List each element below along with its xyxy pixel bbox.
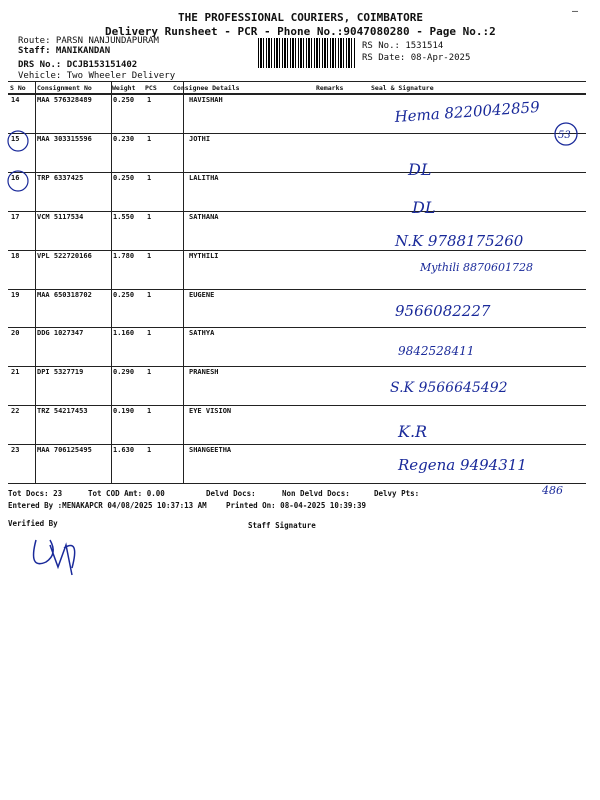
signature-row-22: K.R (398, 422, 428, 441)
row-consignee: PRANESH (189, 368, 219, 377)
col-weight: Weight (112, 84, 136, 92)
signature-row-21: S.K 9566645492 (390, 380, 508, 396)
signature-row-14: Hema 8220042859 (394, 97, 541, 126)
row-consignment-no: MAA 650318702 (37, 290, 92, 299)
row-consignment-no: MAA 706125495 (37, 446, 92, 455)
circled-number: 53 (558, 130, 571, 141)
row-pcs: 1 (147, 212, 152, 221)
drs-number: DRS No.: DCJB153151402 (18, 60, 138, 70)
row-pcs: 1 (147, 329, 152, 338)
vehicle-label: Vehicle: Two Wheeler Delivery (18, 71, 176, 81)
row-weight: 0.250 (113, 173, 135, 182)
staff-label: Staff: MANIKANDAN (18, 46, 111, 56)
row-consignment-no: DPI 5327719 (37, 368, 84, 377)
row-weight: 1.550 (113, 212, 135, 221)
entered-by: Entered By :MENAKAPCR 04/08/2025 10:37:13 AM (8, 501, 207, 510)
row-sno: 14 (11, 96, 20, 104)
row-sno: 17 (11, 212, 20, 221)
col-consignment: Consignment No (37, 84, 92, 92)
row-consignment-no: VPL 522720166 (37, 251, 92, 260)
circle-mark-15 (8, 131, 28, 151)
row-weight: 1.780 (113, 251, 135, 260)
col-seal-signature: Seal & Signature (371, 84, 434, 92)
row-pcs: 1 (147, 251, 152, 260)
row-weight: 0.250 (113, 96, 135, 104)
row-weight: 0.250 (113, 290, 135, 299)
row-weight: 1.160 (113, 329, 135, 338)
row-sno: 20 (11, 329, 20, 338)
total-cod: Tot COD Amt: 0.00 (88, 489, 165, 498)
col-consignee: Consignee Details (173, 84, 240, 92)
row-consignee: SATHANA (189, 212, 219, 221)
row-sno: 16 (11, 173, 20, 182)
row-consignee: EUGENE (189, 290, 215, 299)
signature-row-15: DL (408, 160, 432, 179)
row-pcs: 1 (147, 407, 152, 416)
row-consignee: EYE VISION (189, 407, 232, 416)
row-consignment-no: MAA 576328489 (37, 96, 92, 104)
row-consignee: SATHYA (189, 329, 215, 338)
row-pcs: 1 (147, 290, 152, 299)
col-remarks: Remarks (316, 84, 344, 92)
row-pcs: 1 (147, 96, 152, 104)
verified-signature (34, 540, 75, 575)
signature-row-17: N.K 9788175260 (395, 232, 524, 250)
signature-row-23: Regena 9494311 (398, 456, 527, 474)
row-sno: 21 (11, 368, 20, 377)
row-consignment-no: TRP 6337425 (37, 173, 84, 182)
signature-row-20: 9842528411 (398, 344, 475, 358)
row-sno: 18 (11, 251, 20, 260)
row-consignment-no: MAA 303315596 (37, 134, 92, 143)
row-consignment-no: DDG 1027347 (37, 329, 84, 338)
verified-by-label: Verified By (8, 519, 58, 528)
row-consignee: HAVISHAH (189, 96, 223, 104)
row-pcs: 1 (147, 134, 152, 143)
printed-on: Printed On: 08-04-2025 10:39:39 (226, 501, 366, 510)
row-weight: 1.630 (113, 446, 135, 455)
delivery-points: Delvy Pts: (374, 489, 420, 498)
row-consignee: MYTHILI (189, 251, 219, 260)
row-weight: 0.190 (113, 407, 135, 416)
non-delivered-docs: Non Delvd Docs: (282, 489, 350, 498)
row-consignment-no: VCM 5117534 (37, 212, 84, 221)
staff-signature-label: Staff Signature (248, 521, 316, 530)
col-pcs: PCS (145, 84, 157, 92)
signature-row-23b: 486 (542, 484, 563, 497)
row-sno: 22 (11, 407, 20, 416)
row-pcs: 1 (147, 173, 152, 182)
row-sno: 19 (11, 290, 20, 299)
col-sno: S No (10, 84, 26, 92)
row-consignee: JOTHI (189, 134, 211, 143)
row-consignee: LALITHA (189, 173, 219, 182)
row-sno: 23 (11, 446, 20, 455)
row-weight: 0.290 (113, 368, 135, 377)
delivered-docs: Delvd Docs: (206, 489, 256, 498)
signature-row-19: 9566082227 (395, 302, 491, 320)
row-pcs: 1 (147, 446, 152, 455)
total-docs: Tot Docs: 23 (8, 489, 63, 498)
corner-mark: – (572, 6, 579, 17)
row-pcs: 1 (147, 368, 152, 377)
row-weight: 0.230 (113, 134, 135, 143)
signature-row-18: Mythili 8870601728 (420, 261, 534, 274)
runsheet-title: Delivery Runsheet - PCR - Phone No.:9047080280 - Page No.:2 (105, 25, 496, 38)
rs-date: RS Date: 08-Apr-2025 (362, 53, 471, 63)
row-sno: 15 (11, 134, 20, 143)
signature-row-16: DL (412, 198, 436, 217)
company-name: THE PROFESSIONAL COURIERS, COIMBATORE (178, 11, 424, 24)
circle-mark-16 (8, 171, 28, 191)
rs-number: RS No.: 1531514 (362, 41, 444, 51)
row-consignee: SHANGEETHA (189, 446, 232, 455)
row-consignment-no: TRZ 54217453 (37, 407, 88, 416)
route-label: Route: PARSN NANJUNDAPURAM (18, 36, 159, 46)
